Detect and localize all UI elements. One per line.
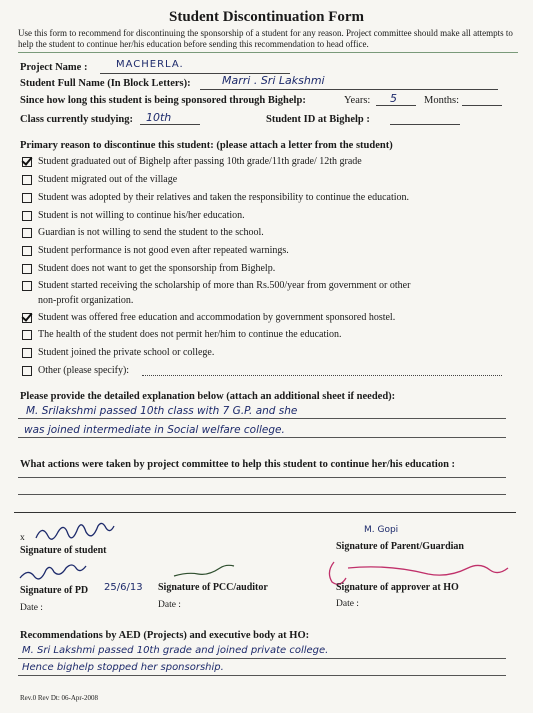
years-value[interactable]: 5 <box>390 92 397 105</box>
reason-option[interactable]: Student was offered free education and accommodation by government sponsored hostel. <box>22 312 395 323</box>
reason-option[interactable]: Guardian is not willing to send the student to the school. <box>22 227 264 238</box>
explanation-rule-1 <box>18 418 506 419</box>
revision-footer: Rev.0 Rev Dt: 06-Apr-2008 <box>20 694 98 702</box>
reason-option[interactable]: The health of the student does not permit her/him to continue the education. <box>22 329 342 340</box>
checkbox[interactable] <box>22 313 32 323</box>
project-name-value[interactable]: MACHERLA. <box>116 59 184 70</box>
class-line <box>140 124 200 125</box>
reason-option[interactable]: Other (please specify): <box>22 365 129 376</box>
explanation-heading: Please provide the detailed explanation below (attach an additional sheet if needed): <box>20 391 396 402</box>
pcc-signature-image <box>170 562 240 582</box>
student-name-line <box>200 89 498 90</box>
checkbox[interactable] <box>22 157 32 167</box>
checkbox[interactable] <box>22 281 32 291</box>
form-title: Student Discontinuation Form <box>168 9 365 25</box>
pd-signature-label: Signature of PD <box>20 585 89 596</box>
recommendations-heading: Recommendations by AED (Projects) and executive body at HO: <box>20 630 310 641</box>
student-id-label: Student ID at Bighelp : <box>266 114 370 125</box>
actions-rule-2 <box>18 494 506 495</box>
checkbox[interactable] <box>22 228 32 238</box>
form-intro: Use this form to recommend for discontinuing the sponsorship of a student for any reason. Project committee should make all attempts to help the student to continue her/his education before sending this recommendation to head office. <box>18 28 513 49</box>
reason-option-continuation: non-profit organization. <box>38 295 134 306</box>
years-label: Years: <box>344 95 371 106</box>
checkbox[interactable] <box>22 193 32 203</box>
parent-signature-label: Signature of Parent/Guardian <box>336 541 464 552</box>
class-label: Class currently studying: <box>20 114 133 125</box>
explanation-line-2[interactable]: was joined intermediate in Social welfare college. <box>24 424 285 436</box>
reason-option[interactable]: Student graduated out of Bighelp after passing 10th grade/11th grade/ 12th grade <box>22 156 362 167</box>
approver-date-label: Date : <box>336 599 359 609</box>
checkbox[interactable] <box>22 366 32 376</box>
checkbox[interactable] <box>22 175 32 185</box>
pcc-date-label: Date : <box>158 600 181 610</box>
reason-option[interactable]: Student is not willing to continue his/her education. <box>22 210 245 221</box>
explanation-rule-2 <box>18 437 506 438</box>
pd-date-value: 25/6/13 <box>104 582 143 593</box>
section-divider <box>14 512 516 513</box>
approver-signature-label: Signature of approver at HO <box>336 582 459 593</box>
parent-signature-value: M. Gopi <box>364 525 399 535</box>
student-id-line <box>390 124 460 125</box>
student-signature-image <box>32 520 122 548</box>
years-line <box>376 105 416 106</box>
student-mark: x <box>20 533 25 543</box>
reason-option[interactable]: Student was adopted by their relatives and taken the responsibility to continue the education. <box>22 192 409 203</box>
reason-option[interactable]: Student started receiving the scholarship of more than Rs.500/year from government or other <box>22 280 410 291</box>
reasons-heading: Primary reason to discontinue this student: (please attach a letter from the student) <box>20 140 393 151</box>
since-label: Since how long this student is being sponsored through Bighelp: <box>20 95 306 106</box>
student-name-value[interactable]: Marri . Sri Lakshmi <box>222 74 325 87</box>
actions-heading: What actions were taken by project committee to help this student to continue her/his education : <box>20 459 456 470</box>
project-name-label: Project Name : <box>20 62 88 73</box>
reason-option[interactable]: Student performance is not good even after repeated warnings. <box>22 245 289 256</box>
pd-date-label: Date : <box>20 603 43 613</box>
other-specify-line <box>142 375 502 377</box>
checkbox[interactable] <box>22 330 32 340</box>
checkbox[interactable] <box>22 211 32 221</box>
recommendations-line-2[interactable]: Hence bighelp stopped her sponsorship. <box>22 662 224 673</box>
recommendations-rule-1 <box>18 658 506 659</box>
student-signature-label: Signature of student <box>20 545 107 556</box>
explanation-line-1[interactable]: M. Srilakshmi passed 10th class with 7 G.P. and she <box>26 405 298 417</box>
months-label: Months: <box>424 95 460 106</box>
intro-divider <box>18 52 518 53</box>
pcc-signature-label: Signature of PCC/auditor <box>158 582 268 593</box>
reason-option[interactable]: Student migrated out of the village <box>22 174 177 185</box>
class-value[interactable]: 10th <box>146 111 172 124</box>
checkbox[interactable] <box>22 348 32 358</box>
reason-option[interactable]: Student joined the private school or college. <box>22 347 214 358</box>
student-name-label: Student Full Name (In Block Letters): <box>20 78 191 89</box>
recommendations-line-1[interactable]: M. Sri Lakshmi passed 10th grade and joined private college. <box>22 645 329 656</box>
actions-rule-1 <box>18 477 506 478</box>
checkbox[interactable] <box>22 246 32 256</box>
recommendations-rule-2 <box>18 675 506 676</box>
checkbox[interactable] <box>22 264 32 274</box>
months-line <box>462 105 502 106</box>
reason-option[interactable]: Student does not want to get the sponsorship from Bighelp. <box>22 263 275 274</box>
